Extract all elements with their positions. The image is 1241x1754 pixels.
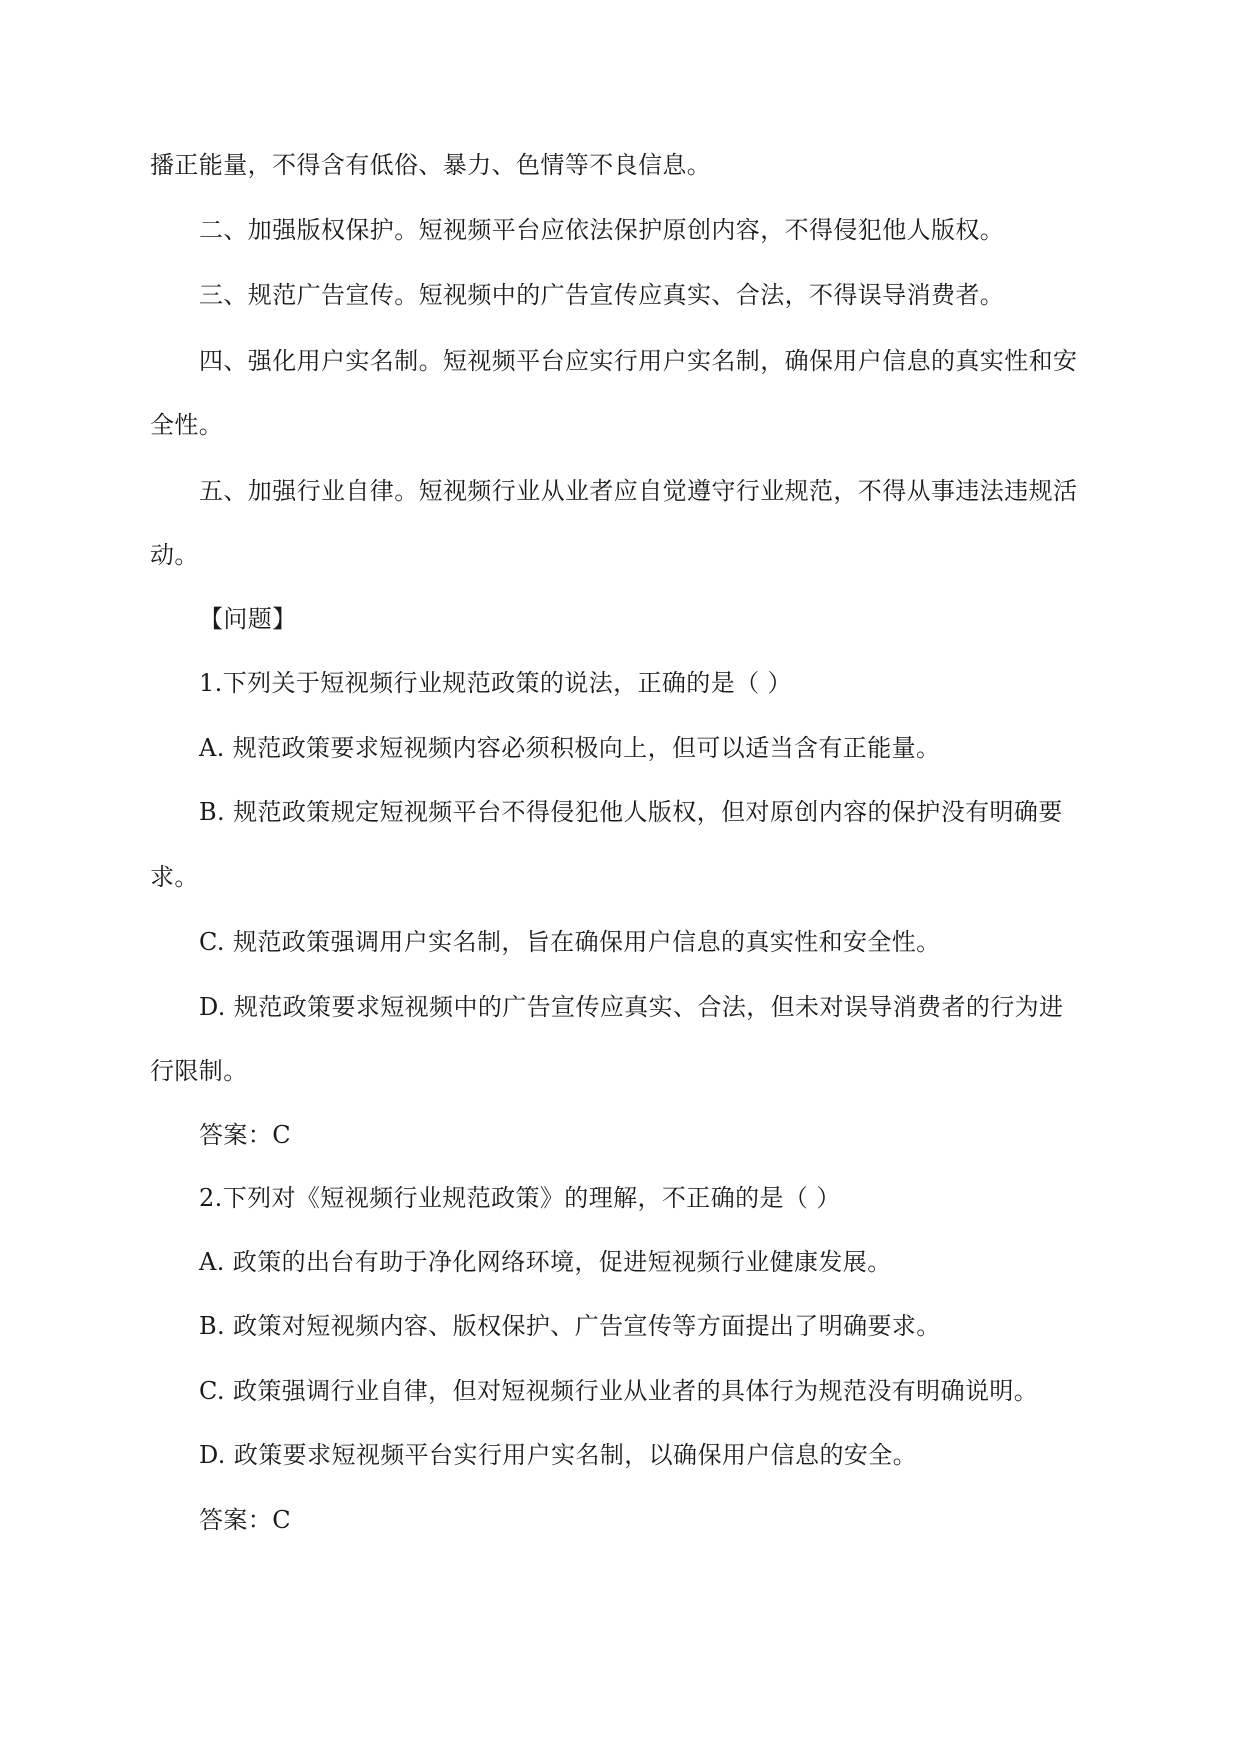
text-line: 五、加强行业自律。短视频行业从业者应自觉遵守行业规范，不得从事违法违规活: [199, 477, 1078, 505]
option-2b: B. 政策对短视频内容、版权保护、广告宣传等方面提出了明确要求。: [199, 1312, 941, 1340]
answer-1: 答案：C: [199, 1121, 291, 1149]
text-line: 四、强化用户实名制。短视频平台应实行用户实名制，确保用户信息的真实性和安: [199, 347, 1078, 375]
option-2c: C. 政策强调行业自律，但对短视频行业从业者的具体行为规范没有明确说明。: [199, 1377, 1039, 1405]
question-1: 1.下列关于短视频行业规范政策的说法，正确的是（ ）: [199, 669, 792, 697]
question-2: 2.下列对《短视频行业规范政策》的理解，不正确的是（ ）: [199, 1184, 841, 1212]
section-heading: 【问题】: [199, 605, 297, 633]
text-line: 动。: [150, 541, 199, 569]
option-1d: D. 规范政策要求短视频中的广告宣传应真实、合法，但未对误导消费者的行为进: [199, 993, 1064, 1021]
option-2a: A. 政策的出台有助于净化网络环境，促进短视频行业健康发展。: [199, 1248, 892, 1276]
text-line: 播正能量，不得含有低俗、暴力、色情等不良信息。: [150, 151, 712, 179]
option-2d: D. 政策要求短视频平台实行用户实名制，以确保用户信息的安全。: [199, 1441, 918, 1469]
option-1a: A. 规范政策要求短视频内容必须积极向上，但可以适当含有正能量。: [199, 734, 941, 762]
text-line: 三、规范广告宣传。短视频中的广告宣传应真实、合法，不得误导消费者。: [199, 281, 1005, 309]
option-1d-cont: 行限制。: [150, 1057, 248, 1085]
option-1b: B. 规范政策规定短视频平台不得侵犯他人版权，但对原创内容的保护没有明确要: [199, 798, 1063, 826]
answer-2: 答案：C: [199, 1506, 291, 1534]
option-1c: C. 规范政策强调用户实名制，旨在确保用户信息的真实性和安全性。: [199, 928, 941, 956]
option-1b-cont: 求。: [150, 863, 199, 891]
text-line: 二、加强版权保护。短视频平台应依法保护原创内容，不得侵犯他人版权。: [199, 216, 1005, 244]
text-line: 全性。: [150, 411, 224, 439]
